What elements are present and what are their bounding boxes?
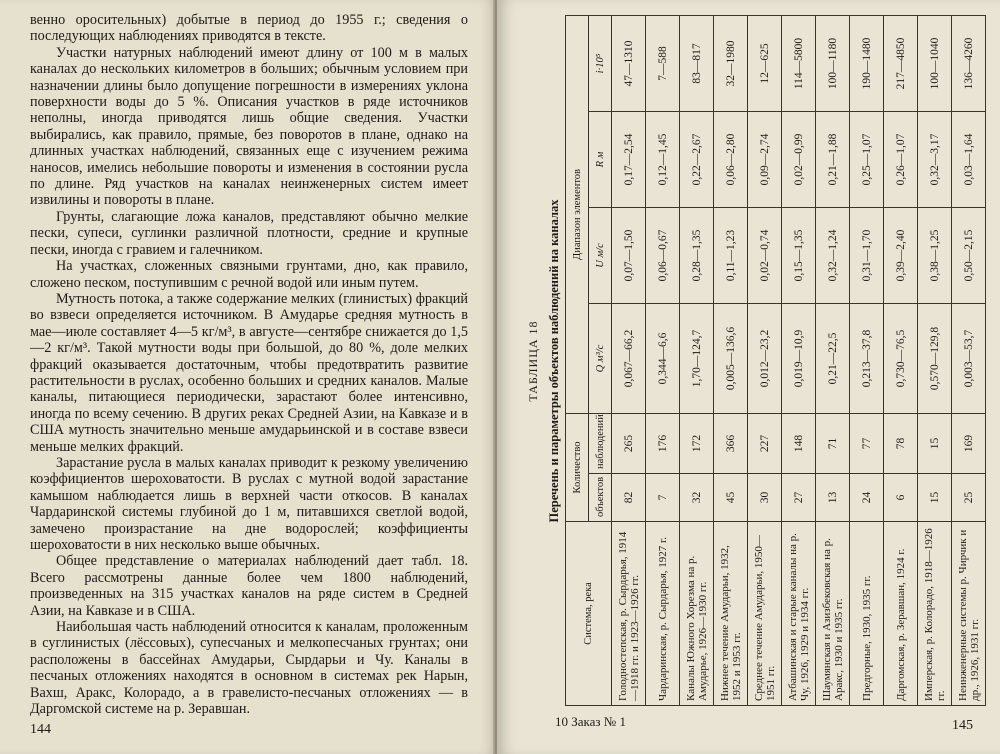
table-row xyxy=(782,15,816,705)
cell-observations: 172 xyxy=(680,413,714,473)
table-row xyxy=(884,15,918,705)
cell-observations: 265 xyxy=(612,413,646,473)
table-row xyxy=(612,15,646,705)
header-i: i·10⁵ xyxy=(589,15,612,111)
cell-r: 0,17—2,54 xyxy=(612,111,646,207)
table-row xyxy=(748,15,782,705)
cell-observations: 169 xyxy=(952,413,986,473)
paragraph: Наибольшая часть наблюдений относится к каналам, проложенным в суглинистых (лёссовых), супесчаных и мелкопесчаных грунтах; они расположены в бассейнах Амударьи, Сырдарьи и Чу. Каналы в песчаных отложениях находятся в основном в системах рек Нарын, Вахш, Аракс, Колорадо, а в гравелисто-песчаных отложениях — в Даргомской системе на р. Зеравшан. xyxy=(30,619,468,718)
cell-r: 0,22—2,67 xyxy=(680,111,714,207)
cell-u: 0,31—1,70 xyxy=(850,207,884,303)
paragraph: На участках, сложенных связными грунтами, дно, как правило, сложено песком, поступившим с речной водой или иным путем. xyxy=(30,258,468,291)
cell-objects: 24 xyxy=(850,474,884,522)
cell-objects: 6 xyxy=(884,474,918,522)
cell-system: Среднее течение Амударьи, 1950—1951 гг. xyxy=(748,522,782,706)
header-q: Q м³/с xyxy=(589,303,612,413)
cell-objects: 27 xyxy=(782,474,816,522)
cell-q: 0,570—129,8 xyxy=(918,303,952,413)
cell-r: 0,26—1,07 xyxy=(884,111,918,207)
cell-objects: 82 xyxy=(612,474,646,522)
cell-observations: 227 xyxy=(748,413,782,473)
cell-u: 0,32—1,24 xyxy=(816,207,850,303)
table-label: ТАБЛИЦА 18 xyxy=(526,320,540,402)
cell-observations: 71 xyxy=(816,413,850,473)
cell-observations: 366 xyxy=(714,413,748,473)
cell-system: Нижнее течение Амударьи, 1932, 1952 и 1953 гг. xyxy=(714,522,748,706)
cell-system: Чардаринская, р. Сырдарья, 1927 г. xyxy=(646,522,680,706)
cell-q: 0,067—66,2 xyxy=(612,303,646,413)
page-number-left: 144 xyxy=(30,722,51,737)
cell-i: 83—817 xyxy=(680,15,714,111)
left-page xyxy=(0,0,496,754)
cell-q: 0,019—10,9 xyxy=(782,303,816,413)
page-number-right: 145 xyxy=(952,718,973,733)
header-observations: наблюдений xyxy=(589,413,612,473)
cell-system: Голодностепская, р. Сырдарья, 1914—1918 гг. и 1923—1926 гг. xyxy=(612,522,646,706)
table-body xyxy=(612,15,986,705)
cell-q: 1,70—124,7 xyxy=(680,303,714,413)
table-row xyxy=(918,15,952,705)
table-row xyxy=(952,15,986,705)
cell-objects: 15 xyxy=(918,474,952,522)
cell-u: 0,06—0,67 xyxy=(646,207,680,303)
cell-observations: 148 xyxy=(782,413,816,473)
signature-mark: 10 Заказ № 1 xyxy=(555,714,626,729)
table-row xyxy=(680,15,714,705)
paragraph: Мутность потока, а также содержание мелких (глинистых) фракций во взвеси определяется источником. В Амударье средняя мутность в мае—июле составляет 4—5 кг/м³, в августе—сентябре снижается до 1,5—2 кг/м³. Такой мутности воды при большой, до 80 %, доле мелких фракций оказывается достаточным, чтобы предотвратить развитие растительности в руслах, особенно больших и средних каналов. Малые каналы, питающиеся периодически, зарастают более интенсивно, иногда по всему сечению. В других реках Средней Азии, на Кавказе и в США мутность значительно меньше амударьинской и в составе взвеси меньше мелких фракций. xyxy=(30,290,468,455)
cell-system: Имперская, р. Колорадо, 1918—1926 гг. xyxy=(918,522,952,706)
cell-i: 136—4260 xyxy=(952,15,986,111)
left-page-text xyxy=(30,12,468,717)
cell-r: 0,02—0,99 xyxy=(782,111,816,207)
cell-q: 0,012—23,2 xyxy=(748,303,782,413)
observations-table xyxy=(565,15,986,706)
cell-r: 0,09—2,74 xyxy=(748,111,782,207)
cell-objects: 25 xyxy=(952,474,986,522)
table-row xyxy=(714,15,748,705)
cell-i: 12—625 xyxy=(748,15,782,111)
cell-objects: 13 xyxy=(816,474,850,522)
cell-r: 0,06—2,80 xyxy=(714,111,748,207)
cell-system: Шаумянская и Азизбековская на р. Аракс, 1930 и 1935 гг. xyxy=(816,522,850,706)
header-r: R м xyxy=(589,111,612,207)
cell-r: 0,12—1,45 xyxy=(646,111,680,207)
table-row xyxy=(816,15,850,705)
cell-r: 0,32—3,17 xyxy=(918,111,952,207)
cell-q: 0,344—6,6 xyxy=(646,303,680,413)
cell-u: 0,28—1,35 xyxy=(680,207,714,303)
cell-i: 190—1480 xyxy=(850,15,884,111)
cell-r: 0,21—1,88 xyxy=(816,111,850,207)
paragraph: венно оросительных) добытые в период до 1955 г.; сведения о последующих наблюдениях приводятся в тексте. xyxy=(30,12,468,45)
cell-observations: 78 xyxy=(884,413,918,473)
cell-observations: 176 xyxy=(646,413,680,473)
cell-objects: 45 xyxy=(714,474,748,522)
paragraph: Грунты, слагающие ложа каналов, представляют обычно мелкие пески, супеси, суглинки различной плотности, средние и крупные пески, иногда с гравием и галечником. xyxy=(30,208,468,258)
cell-u: 0,39—2,40 xyxy=(884,207,918,303)
cell-q: 0,003—53,7 xyxy=(952,303,986,413)
cell-u: 0,15—1,35 xyxy=(782,207,816,303)
header-quantity: Количество xyxy=(566,413,589,521)
cell-objects: 7 xyxy=(646,474,680,522)
cell-observations: 15 xyxy=(918,413,952,473)
header-system: Система, река xyxy=(566,522,612,706)
cell-u: 0,02—0,74 xyxy=(748,207,782,303)
cell-u: 0,07—1,50 xyxy=(612,207,646,303)
cell-system: Предгорные, 1930, 1935 гг. xyxy=(850,522,884,706)
paragraph: Зарастание русла в малых каналах приводит к резкому увеличению коэффициентов шероховатости. В руслах с мутной водой зарастание камышом наблюдается лишь в верхней части откосов. В каналах Чардаринской системы глубиной до 1 м, питавшихся светлой водой, замечено произрастание на дне водорослей; коэффициенты шероховатости в них несколько выше обычных. xyxy=(30,454,468,553)
cell-system: Неинженерные системы р. Чирчик и др., 1926, 1931 гг. xyxy=(952,522,986,706)
cell-r: 0,03—1,64 xyxy=(952,111,986,207)
cell-u: 0,38—1,25 xyxy=(918,207,952,303)
cell-i: 100—1180 xyxy=(816,15,850,111)
table-row xyxy=(850,15,884,705)
cell-i: 217—4850 xyxy=(884,15,918,111)
table-row xyxy=(646,15,680,705)
cell-objects: 32 xyxy=(680,474,714,522)
rotated-table-block xyxy=(523,16,980,706)
cell-q: 0,730—76,5 xyxy=(884,303,918,413)
cell-u: 0,50—2,15 xyxy=(952,207,986,303)
cell-i: 47—1310 xyxy=(612,15,646,111)
cell-observations: 77 xyxy=(850,413,884,473)
cell-i: 7—588 xyxy=(646,15,680,111)
header-range: Диапазон элементов xyxy=(566,15,589,413)
cell-q: 0,005—136,6 xyxy=(714,303,748,413)
cell-i: 100—1040 xyxy=(918,15,952,111)
cell-q: 0,213—37,8 xyxy=(850,303,884,413)
paragraph: Общее представление о материалах наблюдений дает табл. 18. Всего рассмотрены данные более чем 1800 наблюдений, произведенных на 315 участках каналов на ряде систем в Средней Азии, на Кавказе и в США. xyxy=(30,553,468,619)
cell-system: Каналы Южного Хорезма на р. Амударье, 1926—1930 гг. xyxy=(680,522,714,706)
cell-u: 0,11—1,23 xyxy=(714,207,748,303)
table-title: Перечень и параметры объектов наблюдений на каналах xyxy=(547,199,561,523)
cell-system: Атбашинская и старые каналы на р. Чу, 1926, 1929 и 1934 гг. xyxy=(782,522,816,706)
cell-q: 0,21—22,5 xyxy=(816,303,850,413)
header-objects: объектов xyxy=(589,474,612,522)
cell-i: 32—1980 xyxy=(714,15,748,111)
paragraph: Участки натурных наблюдений имеют длину от 100 м в малых каналах до нескольких километров в больших; обычным условием при назначении длины было допущение погрешности в измерениях уклона поверхности воды до 5 %. Описания участков в ряде источников неполны, иногда приводятся лишь общие сведения. Участки выбирались, как правило, прямые, без поворотов в плане, однако на длинных участках наблюдений, связанных еще с изучением режима наносов, имелись небольшие повороты и изменения в состоянии русла по длине. Ряд участков на каналах неинженерных систем имеет извилины и повороты в плане. xyxy=(30,44,468,209)
cell-system: Даргомская, р. Зеравшан, 1924 г. xyxy=(884,522,918,706)
cell-objects: 30 xyxy=(748,474,782,522)
header-u: U м/с xyxy=(589,207,612,303)
cell-r: 0,25—1,07 xyxy=(850,111,884,207)
cell-i: 114—5800 xyxy=(782,15,816,111)
